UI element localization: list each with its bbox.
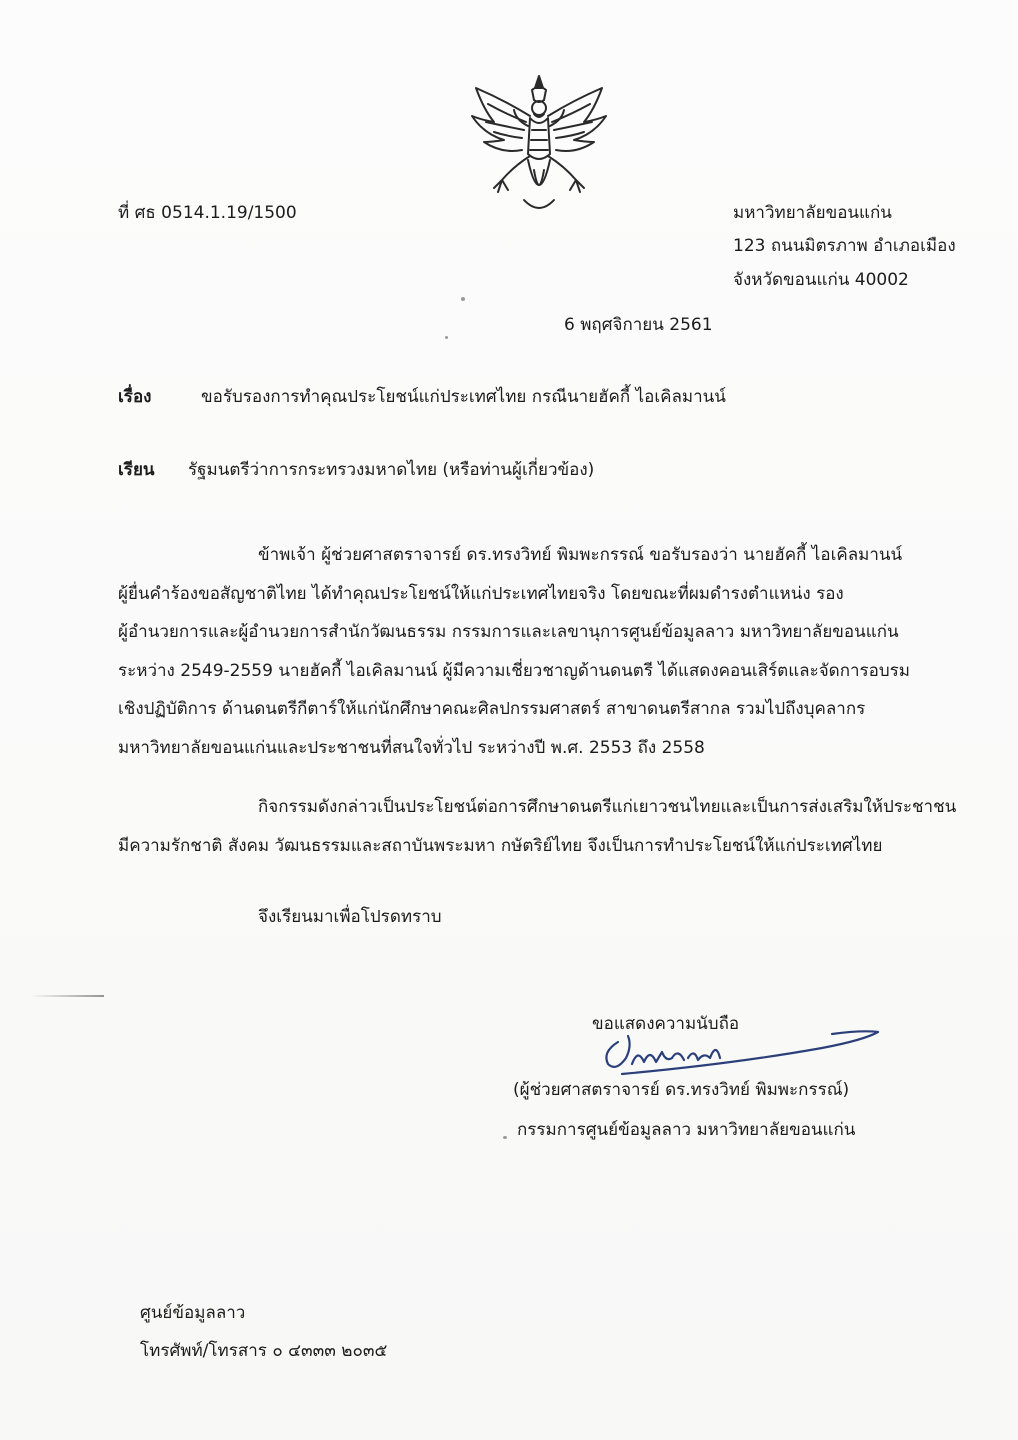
paragraph-1-line: ผู้ยื่นคำร้องขอสัญชาติไทย ได้ทำคุณประโยชน์ให้แก่ประเทศไทยจริง โดยขณะที่ผมดำรงตำแหน่ง รอง [118,583,844,604]
address-line-1: มหาวิทยาลัยขอนแก่น [733,203,892,223]
closing-line: จึงเรียนมาเพื่อโปรดทราบ [258,907,442,927]
paragraph-2-line: มีความรักชาติ สังคม วัฒนธรรมและสถาบันพระมหา กษัตริย์ไทย จึงเป็นการทำประโยชน์ให้แก่ประเทศไทย [118,835,883,856]
address-line-2: 123 ถนนมิตรภาพ อำเภอเมือง [733,236,956,256]
garuda-emblem-icon [464,70,614,220]
body-paragraph-1 [118,536,910,768]
footer-phone: โทรศัพท์/โทรสาร ๐ ๔๓๓๓ ๒๐๓๕ [140,1341,388,1361]
handwritten-signature-icon [592,1018,892,1080]
paragraph-1-line: มหาวิทยาลัยขอนแก่นและประชาชนที่สนใจทั่วไป ระหว่างปี พ.ศ. 2553 ถึง 2558 [118,737,705,758]
paragraph-1-line: เชิงปฏิบัติการ ด้านดนตรีกีตาร์ให้แก่นักศึกษาคณะศิลปกรรมศาสตร์ สาขาดนตรีสากล รวมไปถึงบุคลากร [118,699,866,720]
paragraph-1-line: ระหว่าง 2549-2559 นายฮัคกี้ ไอเคิลมานน์ ผู้มีความเชี่ยวชาญด้านดนตรี ได้แสดงคอนเสิร์ตและจัดการอบรม [118,660,911,681]
salutation-label: เรียน [118,460,155,480]
paragraph-1-line: ผู้อำนวยการและผู้อำนวยการสำนักวัฒนธรรม กรรมการและเลขานุการศูนย์ข้อมูลลาว มหาวิทยาลัยขอนแก่น [118,622,899,643]
signatory-name: (ผู้ช่วยศาสตราจารย์ ดร.ทรงวิทย์ พิมพะกรรณ์) [513,1080,850,1100]
letter-date: 6 พฤศจิกายน 2561 [564,315,713,335]
scan-speck [445,336,448,339]
subject-label: เรื่อง [118,387,152,407]
complimentary-close: ขอแสดงความนับถือ [592,1014,740,1034]
scan-speck [461,297,465,301]
scan-speck [503,1136,507,1139]
paragraph-2-line: กิจกรรมดังกล่าวเป็นประโยชน์ต่อการศึกษาดนตรีแก่เยาวชนไทยและเป็นการส่งเสริมให้ประชาชน [258,797,957,817]
scan-mark [30,995,104,997]
reference-number: ที่ ศธ 0514.1.19/1500 [118,203,297,223]
footer-office: ศูนย์ข้อมูลลาว [140,1303,246,1323]
signatory-position: กรรมการศูนย์ข้อมูลลาว มหาวิทยาลัยขอนแก่น [517,1120,856,1140]
salutation-text: รัฐมนตรีว่าการกระทรวงมหาดไทย (หรือท่านผู้เกี่ยวข้อง) [188,460,595,480]
paragraph-1-line: ข้าพเจ้า ผู้ช่วยศาสตราจารย์ ดร.ทรงวิทย์ พิมพะกรรณ์ ขอรับรองว่า นายฮัคกี้ ไอเคิลมานน์ [258,545,903,565]
subject-text: ขอรับรองการทำคุณประโยชน์แก่ประเทศไทย กรณีนายฮัคกี้ ไอเคิลมานน์ [201,387,726,407]
address-line-3: จังหวัดขอนแก่น 40002 [733,270,909,290]
body-paragraph-2 [118,788,956,865]
